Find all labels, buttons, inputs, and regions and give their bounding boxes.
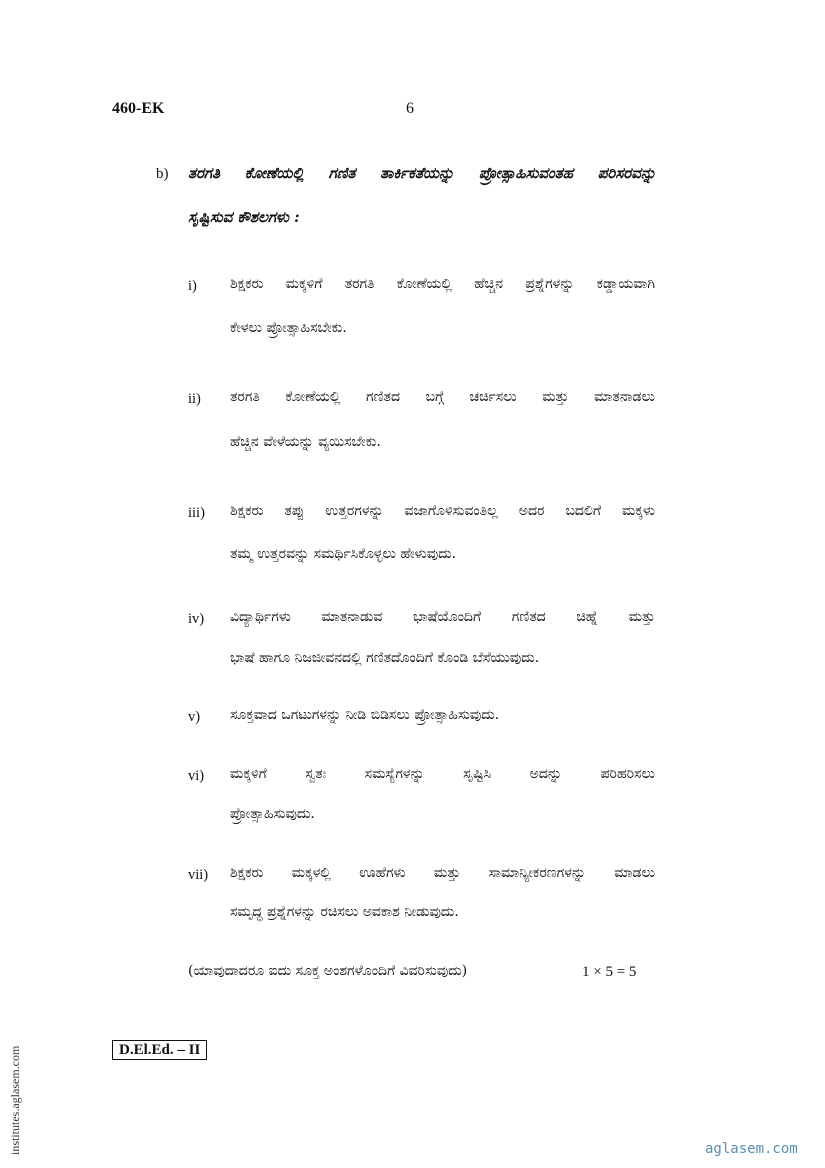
section-heading-line-1: ತರಗತಿ ಕೋಣೆಯಲ್ಲಿ ಗಣಿತ ತಾರ್ಕಿಕತೆಯನ್ನು ಪ್ರೋತ್ಸಾಹಿಸುವಂತಹ ಪರಿಸರವನ್ನು (188, 164, 656, 182)
item-text-line-1: ಮಕ್ಕಳಿಗೆ ಸ್ವತಃ ಸಮಸ್ಯೆಗಳನ್ನು ಸೃಷ್ಟಿಸಿ ಅದನ್ನು ಪರಿಹರಿಸಲು (230, 766, 655, 782)
item-number: ii) (188, 391, 201, 407)
section-label: b) (156, 166, 169, 182)
item-number: v) (188, 709, 201, 725)
item-number: vi) (188, 768, 205, 784)
side-watermark: institutes.aglasem.com (8, 1045, 22, 1155)
section-heading-line-2: ಸೃಷ್ಟಿಸುವ ಕೌಶಲಗಳು : (188, 208, 300, 226)
item-text-line-2: ಹೆಚ್ಚಿನ ವೇಳೆಯನ್ನು ವ್ಯಯಿಸಬೇಕು. (230, 434, 381, 450)
item-text-line-1: ವಿದ್ಯಾರ್ಥಿಗಳು ಮಾತನಾಡುವ ಭಾಷೆಯೊಂದಿಗೆ ಗಣಿತದ ಚಿಹ್ನೆ ಮತ್ತು (230, 609, 655, 625)
item-text-line-1: ಶಿಕ್ಷಕರು ತಪ್ಪು ಉತ್ತರಗಳನ್ನು ವಜಾಗೊಳಿಸುವಂತಿಲ್ಲ ಅದರ ಬದಲಿಗೆ ಮಕ್ಕಳು (230, 503, 655, 519)
item-number: iv) (188, 611, 205, 627)
item-text-line-1: ಶಿಕ್ಷಕರು ಮಕ್ಕಳಿಗೆ ತರಗತಿ ಕೋಣೆಯಲ್ಲಿ ಹೆಚ್ಚಿನ ಪ್ರಶ್ನೆಗಳನ್ನು ಕಡ್ಡಾಯವಾಗಿ (230, 276, 655, 292)
item-text-line-2: ಸಮೃದ್ಧ ಪ್ರಶ್ನೆಗಳನ್ನು ರಚಿಸಲು ಅವಕಾಶ ನೀಡುವುದು. (230, 904, 459, 920)
item-text-line-2: ಪ್ರೋತ್ಸಾಹಿಸುವುದು. (230, 806, 315, 822)
item-text-line-1: ಸೂಕ್ತವಾದ ಒಗಟುಗಳನ್ನು ನೀಡಿ ಬಿಡಿಸಲು ಪ್ರೋತ್ಸಾಹಿಸುವುದು. (230, 707, 500, 723)
course-label: D.El.Ed. – II (112, 1040, 207, 1060)
page-number: 6 (406, 100, 414, 117)
marks-allocation: 1 × 5 = 5 (582, 964, 637, 980)
answer-instruction: (ಯಾವುದಾದರೂ ಐದು ಸೂಕ್ತ ಅಂಶಗಳೊಂದಿಗೆ ವಿವರಿಸುವುದು) (188, 963, 468, 979)
item-number: vii) (188, 867, 209, 883)
item-text-line-1: ಶಿಕ್ಷಕರು ಮಕ್ಕಳಲ್ಲಿ ಊಹೆಗಳು ಮತ್ತು ಸಾಮಾನ್ಯೀಕರಣಗಳನ್ನು ಮಾಡಲು (230, 865, 655, 881)
item-number: iii) (188, 505, 205, 521)
item-text-line-1: ತರಗತಿ ಕೋಣೆಯಲ್ಲಿ ಗಣಿತದ ಬಗ್ಗೆ ಚರ್ಚಿಸಲು ಮತ್ತು ಮಾತನಾಡಲು (230, 389, 655, 405)
brand-watermark: aglasem.com (705, 1141, 798, 1157)
paper-code: 460-EK (112, 100, 165, 117)
item-number: i) (188, 278, 197, 294)
item-text-line-2: ತಮ್ಮ ಉತ್ತರವನ್ನು ಸಮರ್ಥಿಸಿಕೊಳ್ಳಲು ಹೇಳುವುದು. (230, 546, 457, 562)
item-text-line-2: ಕೇಳಲು ಪ್ರೋತ್ಸಾಹಿಸಬೇಕು. (230, 320, 347, 336)
item-text-line-2: ಭಾಷೆ ಹಾಗೂ ನಿಜಜೀವನದಲ್ಲಿ ಗಣಿತದೊಂದಿಗೆ ಕೊಂಡಿ ಬೆಸೆಯುವುದು. (230, 650, 540, 666)
